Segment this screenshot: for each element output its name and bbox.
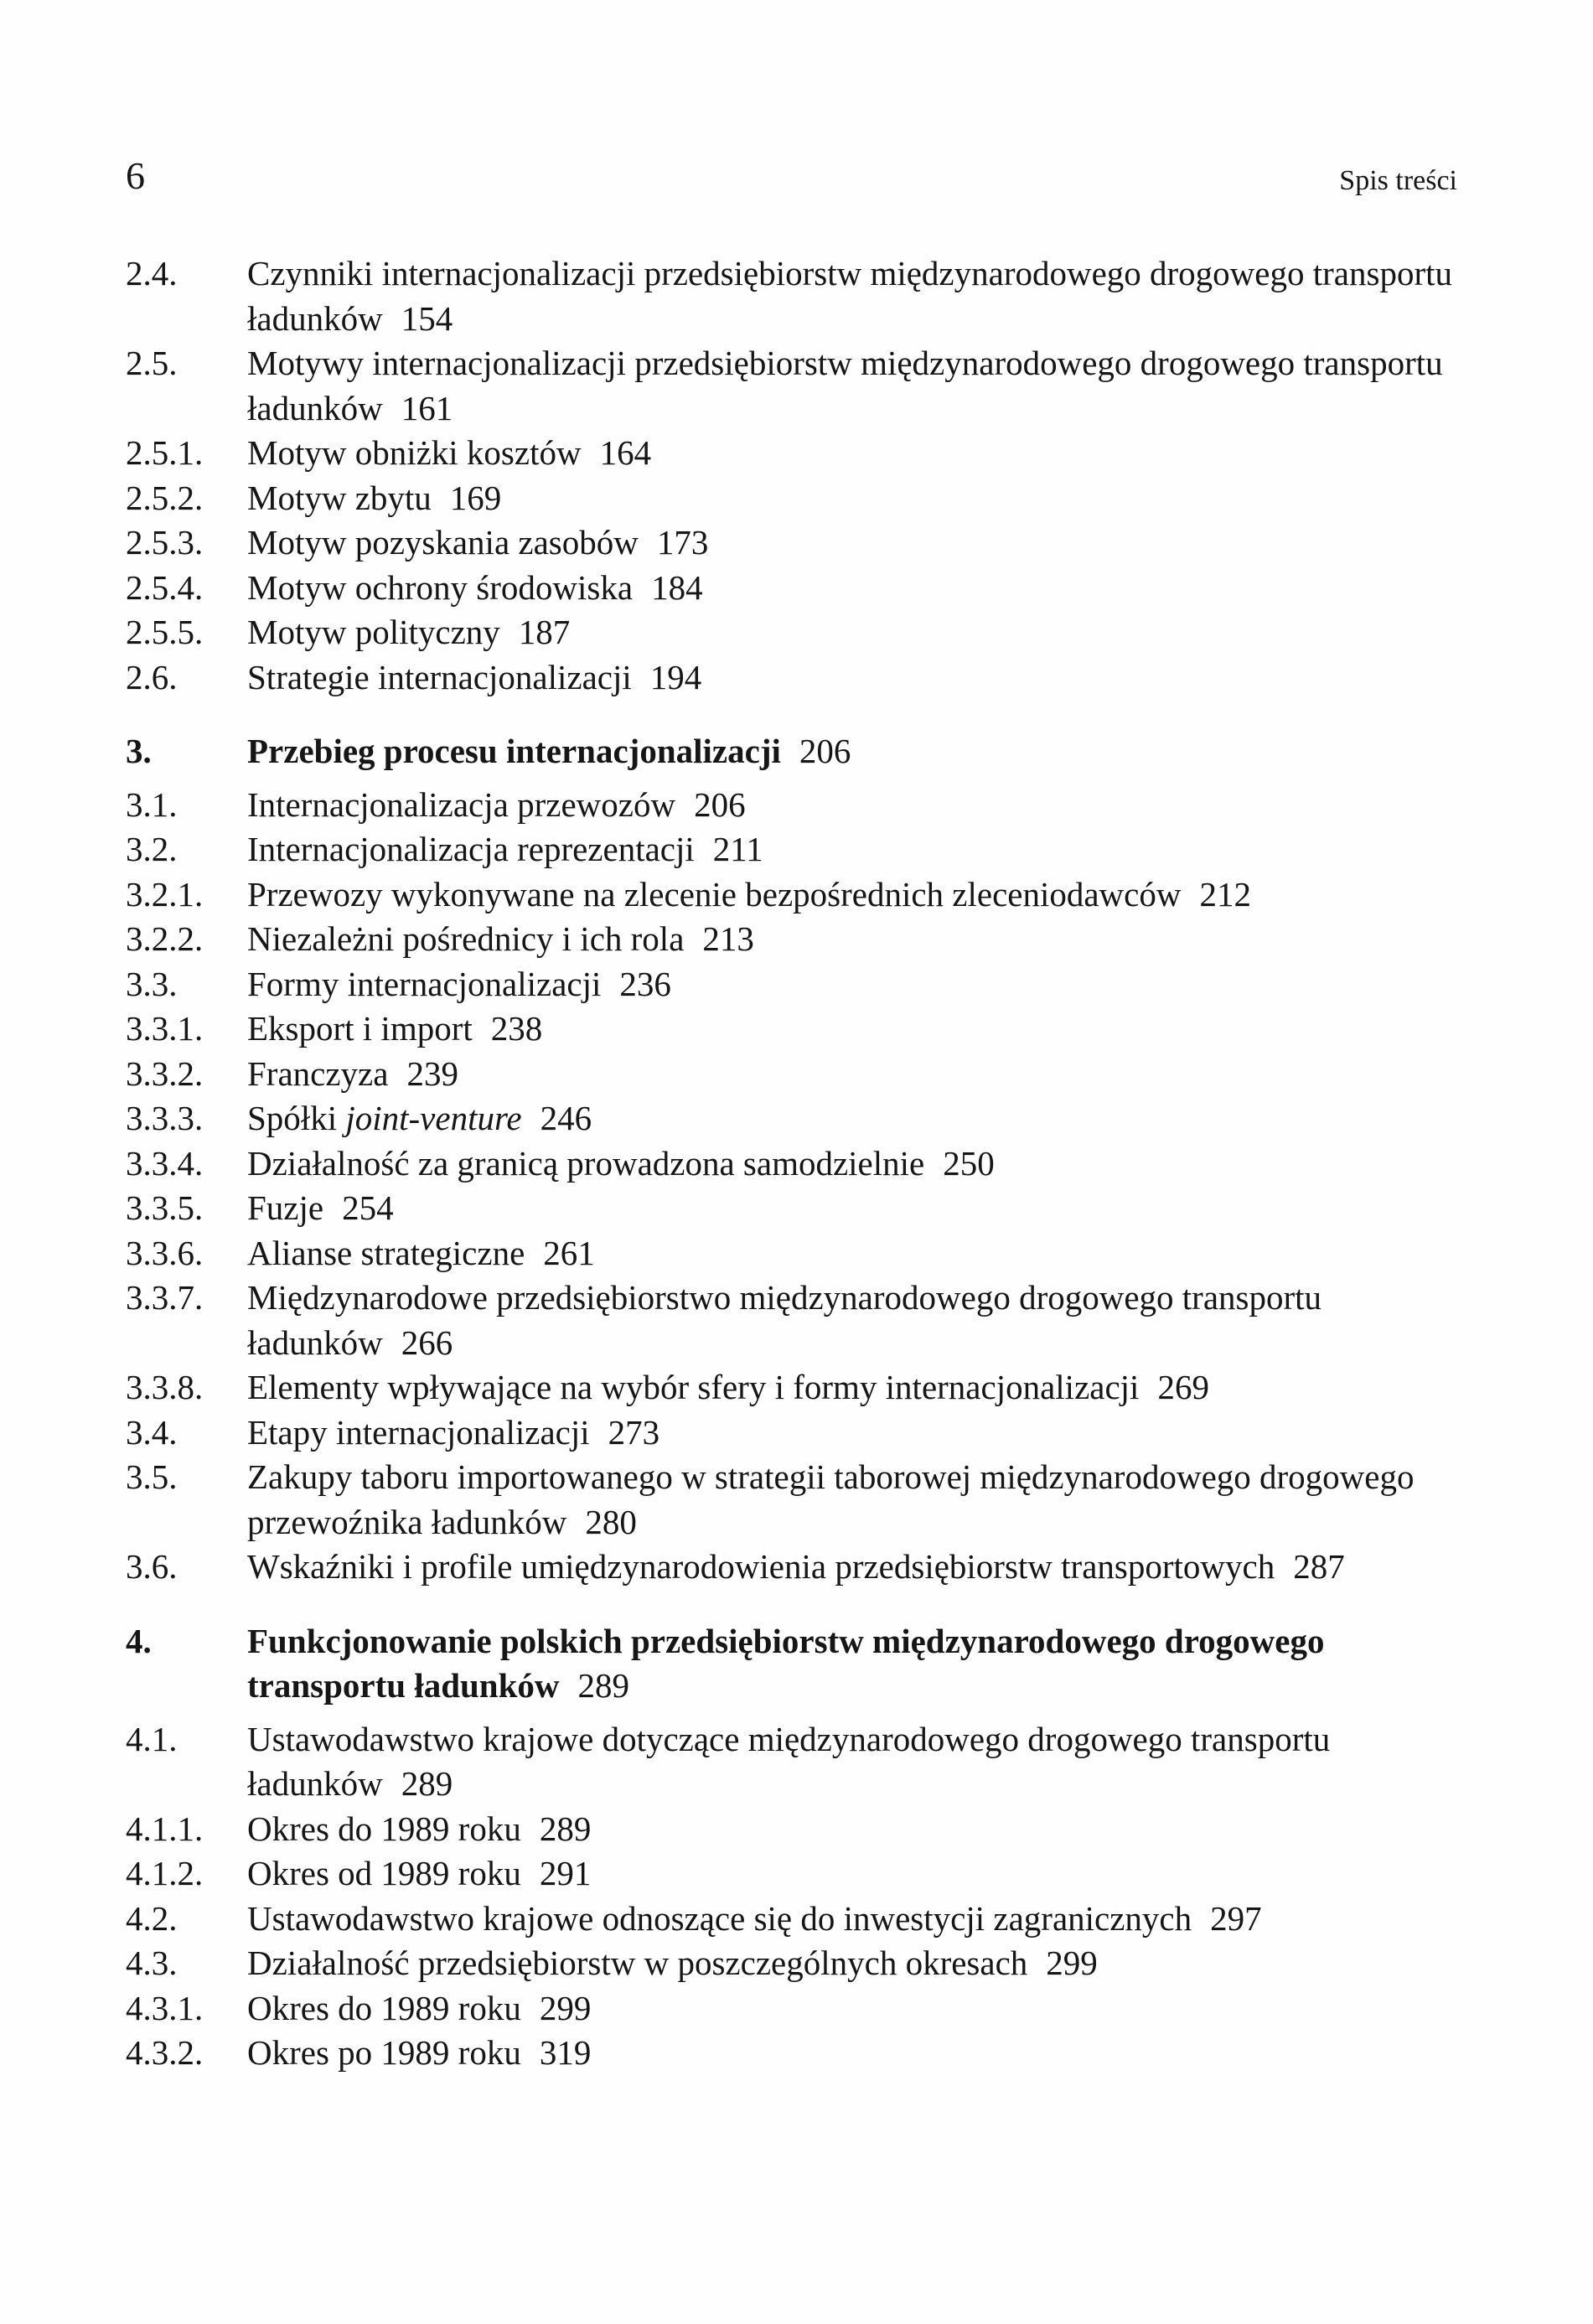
toc-entry-page: 212 — [1199, 874, 1251, 914]
toc-entry-title: Okres do 1989 roku — [247, 1809, 521, 1848]
toc-entry-title-block — [247, 1410, 1466, 1456]
toc-entry-page: 246 — [540, 1099, 592, 1137]
toc-entry-title-block — [247, 251, 1466, 341]
toc-entry-title-block — [247, 566, 1466, 611]
toc-entry — [126, 1897, 1466, 1942]
toc-entry-title: Elementy wpływające na wybór sfery i formy internacjonalizacji — [247, 1368, 1140, 1406]
toc-entry — [126, 827, 1466, 872]
toc-entry — [126, 1410, 1466, 1456]
toc-entry-page: 187 — [518, 613, 571, 651]
toc-entry-title: Międzynarodowe przedsiębiorstwo międzynarodowego drogowego transportu ładunków — [247, 1278, 1322, 1362]
toc-entry-title-block — [247, 827, 1466, 872]
toc-entry-number: 3.4. — [126, 1412, 178, 1452]
toc-entry-page: 297 — [1210, 1898, 1262, 1938]
toc-entry-page: 161 — [401, 388, 453, 427]
toc-entry-number: 3.6. — [126, 1547, 178, 1586]
toc-entry-title-block — [247, 431, 1466, 476]
toc-entry-title-italic: joint-venture — [345, 1099, 522, 1137]
toc-entry-title: Działalność przedsiębiorstw w poszczególnych okresach — [247, 1944, 1028, 1982]
toc-entry-page: 299 — [539, 1988, 592, 2027]
toc-entry-title: Formy internacjonalizacji — [247, 964, 602, 1003]
toc-entry-number: 3.2.2. — [126, 919, 204, 958]
toc-entry-title-block — [247, 1231, 1466, 1276]
toc-entry-title-block — [247, 610, 1466, 655]
toc-entry — [126, 1276, 1466, 1365]
toc-entry-title-block — [247, 1365, 1466, 1410]
toc-entry-title: Okres do 1989 roku — [247, 1988, 521, 2027]
toc-entry-page: 273 — [608, 1412, 660, 1452]
toc-entry — [126, 783, 1466, 828]
toc-entry — [126, 1052, 1466, 1097]
toc-entry — [126, 962, 1466, 1007]
toc-entry-title-block — [247, 1941, 1466, 1986]
toc-entry-page: 250 — [943, 1143, 995, 1183]
toc-entry-title: Działalność za granicą prowadzona samodzielnie — [247, 1143, 925, 1183]
toc-entry-title: Wskaźniki i profile umiędzynarodowienia przedsiębiorstw transportowych — [247, 1547, 1275, 1586]
toc-entry — [126, 1851, 1466, 1897]
toc-entry-number: 3.2. — [126, 830, 178, 868]
toc-entry-number: 2.5.4. — [126, 567, 204, 607]
toc-entry-number: 3.1. — [126, 784, 178, 824]
toc-entry-page: 211 — [712, 830, 763, 868]
toc-entry-title: Etapy internacjonalizacji — [247, 1412, 590, 1452]
toc-entry-title: Internacjonalizacja reprezentacji — [247, 830, 695, 868]
toc-entry-number: 3.3.5. — [126, 1188, 204, 1227]
toc-entry-number: 2.5.1. — [126, 433, 204, 472]
toc-entry-title: Motyw obniżki kosztów — [247, 433, 582, 472]
toc-entry — [126, 917, 1466, 962]
toc-entry-title-block — [247, 783, 1466, 828]
toc-entry-title-block — [247, 872, 1466, 918]
toc-entry-title: Okres od 1989 roku — [247, 1854, 521, 1892]
toc-entry-title: Spółki — [247, 1099, 338, 1137]
toc-entry-number: 4.1.2. — [126, 1854, 204, 1892]
toc-entry-page: 164 — [599, 433, 652, 472]
toc-entry — [126, 1545, 1466, 1590]
toc-entry-title: Przebieg procesu internacjonalizacji — [247, 732, 781, 770]
toc-entry-number: 4.3.2. — [126, 2033, 204, 2072]
toc-entry-title-block — [247, 520, 1466, 566]
toc-entry-title-block — [247, 1545, 1466, 1590]
toc-entry-title-block — [247, 655, 1466, 701]
toc-entry — [126, 251, 1466, 341]
toc-entry-title-block — [247, 1096, 1466, 1141]
toc-entry-number: 3.3.2. — [126, 1053, 204, 1093]
toc-entry-page: 266 — [401, 1322, 453, 1362]
toc-entry-title: Strategie internacjonalizacji — [247, 657, 632, 696]
toc-entry-number: 3.2.1. — [126, 874, 204, 914]
toc-entry-number: 2.5.3. — [126, 523, 204, 562]
toc-entry-title-block — [247, 1141, 1466, 1187]
toc-entry-title: Ustawodawstwo krajowe odnoszące się do inwestycji zagranicznych — [247, 1898, 1192, 1938]
toc-entry-title: Motyw polityczny — [247, 613, 500, 651]
toc-entry — [126, 1941, 1466, 1986]
toc-entry-page: 289 — [401, 1764, 453, 1803]
toc-entry-page: 206 — [694, 784, 746, 824]
toc-entry — [126, 476, 1466, 521]
toc-entry-page: 289 — [539, 1809, 592, 1848]
toc-entry-title: Funkcjonowanie polskich przedsiębiorstw międzynarodowego drogowego transportu ładunków — [247, 1621, 1325, 1705]
toc-entry-number: 3.3.4. — [126, 1143, 204, 1183]
toc-chapter-entry — [126, 729, 1466, 774]
table-of-contents — [126, 251, 1466, 2076]
toc-entry — [126, 1807, 1466, 1852]
toc-entry-number: 2.4. — [126, 254, 178, 292]
toc-entry-number: 3.3.6. — [126, 1233, 204, 1272]
toc-entry — [126, 2031, 1466, 2076]
toc-entry-title: Motywy internacjonalizacji przedsiębiorstw międzynarodowego drogowego transportu ładunków — [247, 344, 1443, 427]
toc-entry-page: 236 — [619, 964, 671, 1003]
toc-entry-page: 289 — [577, 1666, 630, 1705]
toc-entry-title: Internacjonalizacja przewozów — [247, 784, 676, 824]
toc-entry-title-block — [247, 476, 1466, 521]
toc-entry-title-block — [247, 1455, 1466, 1545]
toc-entry-title: Okres po 1989 roku — [247, 2033, 521, 2072]
toc-entry — [126, 520, 1466, 566]
toc-entry — [126, 872, 1466, 918]
toc-entry-page: 299 — [1046, 1944, 1098, 1982]
toc-entry-title-block — [247, 1897, 1466, 1942]
toc-entry-page: 261 — [543, 1233, 595, 1272]
toc-entry-page: 287 — [1293, 1547, 1345, 1586]
toc-entry-title: Czynniki internacjonalizacji przedsiębiorstw międzynarodowego drogowego transportu ładunków — [247, 254, 1452, 338]
toc-entry-number: 4.1.1. — [126, 1809, 204, 1848]
toc-entry-page: 254 — [342, 1188, 394, 1227]
toc-entry-title-block — [247, 1186, 1466, 1231]
toc-entry-title-block — [247, 1619, 1466, 1709]
toc-entry-number: 3.3. — [126, 964, 178, 1003]
toc-entry-title-block — [247, 1276, 1466, 1365]
toc-entry-title: Motyw zbytu — [247, 478, 432, 517]
toc-entry-title: Eksport i import — [247, 1009, 473, 1048]
toc-entry-page: 213 — [702, 919, 754, 958]
toc-entry-page: 184 — [651, 567, 703, 607]
toc-entry-page: 206 — [799, 732, 851, 770]
toc-entry-title-block — [247, 729, 1466, 774]
page-header — [126, 151, 1457, 201]
toc-entry-title: Motyw pozyskania zasobów — [247, 523, 639, 562]
toc-entry-number: 2.5.5. — [126, 613, 204, 651]
toc-entry-page: 169 — [449, 478, 502, 517]
toc-entry-title-block — [247, 1851, 1466, 1897]
toc-entry-title-block — [247, 962, 1466, 1007]
running-title: Spis treści — [1339, 165, 1457, 196]
toc-entry-title-block — [247, 917, 1466, 962]
toc-entry — [126, 1365, 1466, 1410]
toc-entry-number: 3.3.3. — [126, 1099, 204, 1137]
toc-entry — [126, 1231, 1466, 1276]
toc-entry — [126, 1186, 1466, 1231]
toc-entry-title-block — [247, 1717, 1466, 1807]
toc-entry-page: 280 — [585, 1502, 637, 1541]
toc-entry — [126, 610, 1466, 655]
toc-entry — [126, 1455, 1466, 1545]
toc-entry-page: 238 — [490, 1009, 543, 1048]
toc-entry-title: Fuzje — [247, 1188, 324, 1227]
toc-entry-number: 2.5. — [126, 344, 178, 382]
toc-entry-page: 269 — [1157, 1368, 1209, 1406]
toc-entry-title-block — [247, 1052, 1466, 1097]
toc-entry-number: 2.6. — [126, 657, 178, 696]
toc-entry-number: 3.5. — [126, 1457, 178, 1496]
toc-entry-number: 4.1. — [126, 1719, 178, 1758]
toc-entry-title: Przewozy wykonywane na zlecenie bezpośrednich zleceniodawców — [247, 874, 1182, 914]
toc-entry-page: 291 — [539, 1854, 592, 1892]
toc-entry — [126, 341, 1466, 431]
toc-entry — [126, 1096, 1466, 1141]
toc-entry-page: 194 — [649, 657, 702, 696]
toc-entry-number: 3.3.7. — [126, 1278, 204, 1317]
page-number: 6 — [126, 154, 145, 197]
toc-entry-number: 3. — [126, 732, 152, 770]
toc-entry — [126, 1717, 1466, 1807]
toc-chapter-entry — [126, 1619, 1466, 1709]
toc-entry-number: 3.3.8. — [126, 1368, 204, 1406]
toc-entry-number: 3.3.1. — [126, 1009, 204, 1048]
toc-entry-page: 319 — [539, 2033, 592, 2072]
toc-entry — [126, 1007, 1466, 1052]
toc-entry-number: 4.2. — [126, 1898, 178, 1938]
toc-entry-page: 154 — [401, 298, 453, 338]
toc-entry-title: Alianse strategiczne — [247, 1233, 525, 1272]
toc-entry-page: 173 — [656, 523, 709, 562]
toc-entry-title-block — [247, 1986, 1466, 2032]
toc-entry-title-block — [247, 1807, 1466, 1852]
toc-entry-number: 4.3.1. — [126, 1988, 204, 2027]
toc-entry — [126, 655, 1466, 701]
toc-entry-title: Franczyza — [247, 1053, 389, 1093]
toc-entry-title: Zakupy taboru importowanego w strategii taborowej międzynarodowego drogowego przewoźnika ładunków — [247, 1457, 1415, 1541]
toc-entry-number: 4. — [126, 1621, 152, 1660]
toc-entry — [126, 566, 1466, 611]
toc-entry-title: Ustawodawstwo krajowe dotyczące międzynarodowego drogowego transportu ładunków — [247, 1719, 1331, 1803]
toc-entry-page: 239 — [406, 1053, 458, 1093]
toc-entry-number: 2.5.2. — [126, 478, 204, 517]
toc-entry-title: Motyw ochrony środowiska — [247, 567, 634, 607]
toc-entry-title: Niezależni pośrednicy i ich rola — [247, 919, 685, 958]
toc-entry — [126, 431, 1466, 476]
toc-entry — [126, 1141, 1466, 1187]
toc-entry — [126, 1986, 1466, 2032]
toc-entry-title-block — [247, 341, 1466, 431]
toc-entry-title-block — [247, 1007, 1466, 1052]
toc-entry-title-block — [247, 2031, 1466, 2076]
toc-entry-number: 4.3. — [126, 1944, 178, 1982]
